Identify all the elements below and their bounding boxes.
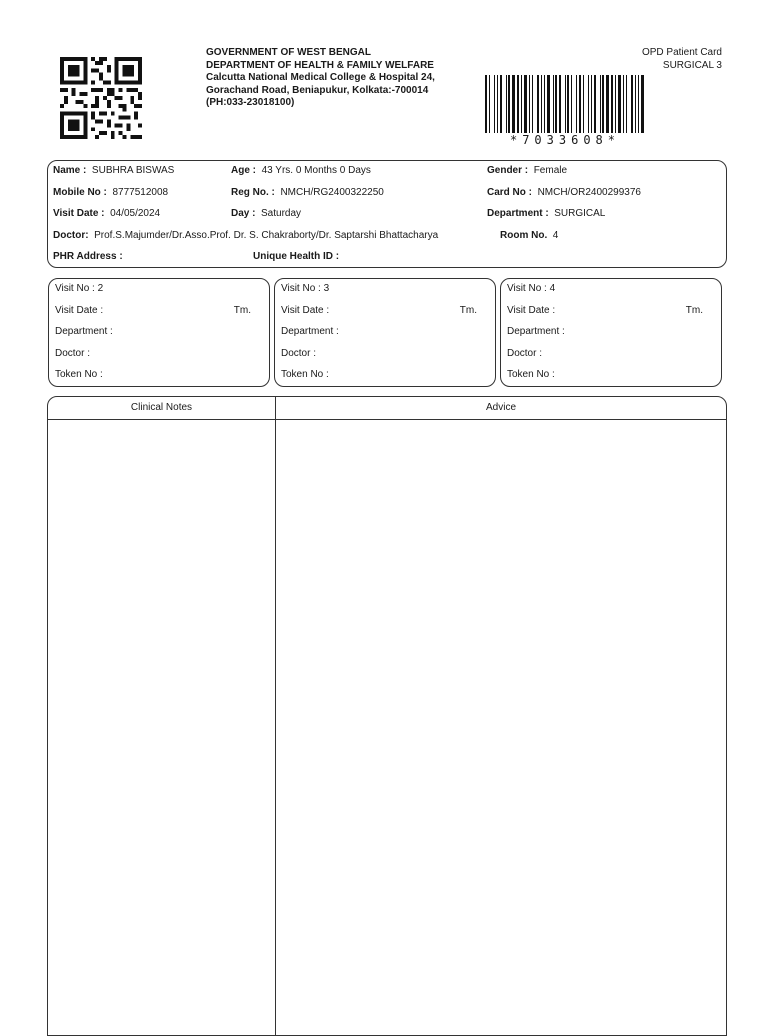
column-divider [275, 397, 276, 1035]
clinical-notes-header: Clinical Notes [130, 402, 193, 413]
visit-doctor: Doctor : [281, 348, 317, 359]
card-type-unit: SURGICAL 3 [662, 59, 722, 71]
visit-date: Visit Date : [281, 305, 330, 316]
visit-box-4 [500, 278, 722, 387]
patient-visit-date: Visit Date : 04/05/2024 [53, 208, 161, 219]
patient-name: Name : SUBHRA BISWAS [53, 165, 175, 176]
patient-age: Age : 43 Yrs. 0 Months 0 Days [231, 165, 371, 176]
header-government: GOVERNMENT OF WEST BENGAL [206, 47, 371, 58]
header-hospital: Calcutta National Medical College & Hospital 24, [206, 72, 435, 83]
patient-gender: Gender : Female [487, 165, 568, 176]
visit-box-2 [48, 278, 270, 387]
visit-date: Visit Date : [507, 305, 556, 316]
visit-department: Department : [281, 326, 339, 337]
visit-token: Token No : [507, 369, 555, 380]
unique-health-id: Unique Health ID : [253, 251, 340, 262]
visit-doctor: Doctor : [55, 348, 91, 359]
visit-department: Department : [55, 326, 113, 337]
visit-date: Visit Date : [55, 305, 104, 316]
barcode-text: *7033608* [509, 133, 621, 147]
visit-time: Tm. [233, 305, 251, 316]
patient-card-no: Card No : NMCH/OR2400299376 [487, 187, 641, 198]
visit-no: Visit No : 3 [281, 283, 330, 294]
visit-department: Department : [507, 326, 565, 337]
patient-room: Room No. 4 [500, 230, 559, 241]
visit-time: Tm. [459, 305, 477, 316]
phr-address: PHR Address : [53, 251, 123, 262]
visit-token: Token No : [55, 369, 103, 380]
patient-department: Department : SURGICAL [487, 208, 606, 219]
visit-doctor: Doctor : [507, 348, 543, 359]
patient-mobile: Mobile No : 8777512008 [53, 187, 169, 198]
hospital-header [206, 47, 435, 110]
patient-reg-no: Reg No. : NMCH/RG2400322250 [231, 187, 384, 198]
card-type [642, 47, 722, 72]
barcode [484, 75, 646, 133]
visit-time: Tm. [685, 305, 703, 316]
advice-header: Advice [485, 402, 516, 413]
header-department: DEPARTMENT OF HEALTH & FAMILY WELFARE [206, 59, 434, 71]
visit-box-3 [274, 278, 496, 387]
visit-no: Visit No : 2 [55, 283, 104, 294]
notes-section [47, 396, 727, 1036]
patient-details [47, 160, 727, 268]
card-type-title: OPD Patient Card [641, 47, 722, 58]
header-address: Gorachand Road, Beniapukur, Kolkata:-700014 [206, 84, 429, 96]
patient-doctor: Doctor: Prof.S.Majumder/Dr.Asso.Prof. Dr. S. Chakraborty/Dr. Saptarshi Bhattacharya [53, 230, 439, 241]
header-divider [48, 419, 726, 420]
qr-code [60, 52, 142, 144]
visit-no: Visit No : 4 [507, 283, 556, 294]
patient-day: Day : Saturday [231, 208, 302, 219]
header-phone: (PH:033-23018100) [206, 97, 295, 108]
visit-token: Token No : [281, 369, 329, 380]
